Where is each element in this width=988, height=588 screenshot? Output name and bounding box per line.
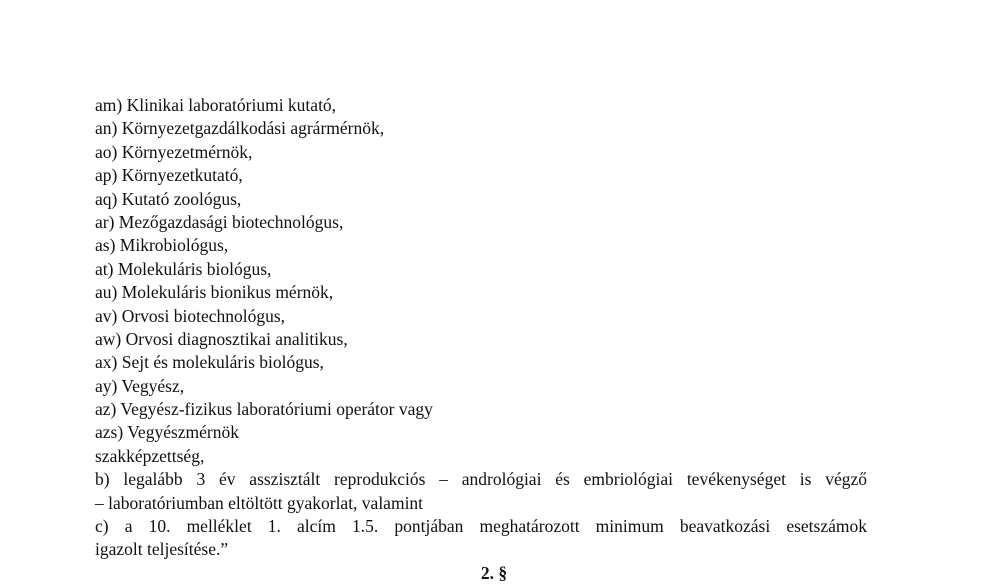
list-item: av) Orvosi biotechnológus, [95, 305, 286, 326]
list-item: au) Molekuláris bionikus mérnök, [95, 282, 334, 303]
list-item: azs) Vegyészmérnök [95, 422, 239, 443]
list-item: at) Molekuláris biológus, [95, 258, 272, 279]
paragraph-b-line-1: b) legalább 3 év asszisztált reprodukciós – andrológiai és embriológiai tevékenységet is végző [95, 469, 867, 490]
list-item: as) Mikrobiológus, [95, 235, 229, 256]
paragraph-c-line-2: igazolt teljesítése.” [95, 539, 229, 560]
list-item: aq) Kutató zoológus, [95, 188, 242, 209]
list-item: an) Környezetgazdálkodási agrármérnök, [95, 118, 385, 139]
list-item: am) Klinikai laboratóriumi kutató, [95, 95, 337, 115]
list-item: aw) Orvosi diagnosztikai analitikus, [95, 328, 348, 349]
list-item: ap) Környezetkutató, [95, 165, 243, 186]
section-heading: 2. § [480, 563, 508, 583]
closing-word: szakképzettség, [95, 445, 205, 466]
list-item: ay) Vegyész, [95, 375, 185, 396]
paragraph-b-line-2: – laboratóriumban eltöltött gyakorlat, valamint [95, 492, 424, 513]
list-item: ar) Mezőgazdasági biotechnológus, [95, 211, 344, 232]
list-item: ax) Sejt és molekuláris biológus, [95, 352, 324, 373]
list-item: az) Vegyész-fizikus laboratóriumi operátor vagy [95, 399, 433, 420]
paragraph-c-line-1: c) a 10. melléklet 1. alcím 1.5. pontjában meghatározott minimum beavatkozási esetszámok [95, 516, 867, 537]
list-item: ao) Környezetmérnök, [95, 141, 253, 162]
document-body [95, 94, 867, 562]
